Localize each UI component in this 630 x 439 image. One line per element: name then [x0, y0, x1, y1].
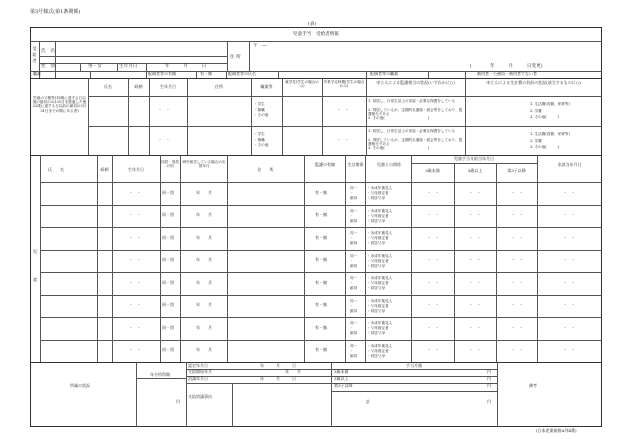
child-custody[interactable]: 有・無 — [315, 212, 327, 218]
child-living[interactable]: ・ — [350, 281, 354, 285]
address-change-date[interactable]: ( 年 月 日変更) — [470, 64, 543, 69]
table-row — [40, 295, 602, 296]
teate-third-yen: 円 — [487, 383, 491, 388]
child-allowance-date[interactable]: ・ ・ — [427, 212, 439, 218]
spouse-options[interactable]: 有・無 — [200, 71, 212, 76]
teate-third: 第3子以降 — [334, 383, 353, 388]
child-custody[interactable]: 有・無 — [315, 324, 327, 330]
child-living[interactable]: ・ — [350, 191, 354, 195]
oc-support-option[interactable]: 2. 学費 — [530, 138, 542, 143]
child-allowance-date[interactable]: ・ ・ — [511, 189, 523, 195]
child-abroad[interactable]: 年 月 — [196, 189, 212, 195]
oc-occupation-option[interactable]: ・その他 — [254, 113, 269, 117]
page-marker: (表) — [308, 22, 317, 27]
child-relation[interactable]: ・未成年後見人 — [367, 321, 393, 325]
occupation-label: 職業 — [33, 71, 41, 76]
child-allowance-date[interactable]: ・ ・ — [469, 279, 481, 285]
child-living[interactable]: 同一 — [350, 208, 358, 213]
teate-under3: 3歳未満 — [334, 369, 349, 374]
ch-header-custody: 監護の有無 — [315, 162, 335, 167]
ch-header-not-paid: 非該当年月日 — [557, 162, 582, 167]
address-label: 住 所 — [230, 55, 241, 60]
child-allowance-date[interactable]: ・ ・ — [469, 189, 481, 195]
ch-header-cohabit: 同居・別居の別 — [161, 160, 179, 169]
child-cohabit[interactable]: 同・別 — [162, 279, 174, 285]
child-allowance-date[interactable]: ・ ・ — [469, 257, 481, 263]
child-allowance-date[interactable]: ・ ・ — [427, 189, 439, 195]
table-row — [40, 205, 602, 206]
child-living[interactable]: 維持 — [350, 196, 358, 200]
child-allowance-date[interactable]: ・ ・ — [563, 347, 575, 353]
oc-birth-dots[interactable]: ・ ・ — [158, 137, 170, 142]
child-relation[interactable]: ・同居父母 — [367, 241, 385, 245]
child-custody[interactable]: 有・無 — [315, 189, 327, 195]
child-living[interactable]: 維持 — [350, 286, 358, 290]
child-allowance-date[interactable]: ・ ・ — [563, 189, 575, 195]
child-relation[interactable]: ・未成年後見人 — [367, 208, 393, 213]
oc-header-address: 住所 — [215, 84, 223, 89]
child-allowance-date[interactable]: ・ ・ — [511, 279, 523, 285]
child-allowance-date[interactable]: ・ ・ — [469, 234, 481, 240]
child-allowance-date[interactable]: ・ ・ — [427, 302, 439, 308]
child-cohabit[interactable]: 同・別 — [162, 324, 174, 330]
child-living[interactable]: 同一 — [350, 298, 358, 303]
child-birth-dots[interactable]: ・ ・ — [129, 189, 141, 195]
teishi-label: 支給消滅事由 — [188, 394, 212, 399]
table-row — [40, 250, 602, 251]
child-allowance-date[interactable]: ・ ・ — [563, 257, 575, 263]
oc-occupation-option[interactable]: ・その他 — [254, 143, 269, 147]
child-abroad[interactable]: 年 月 — [196, 302, 212, 308]
child-custody[interactable]: 有・無 — [315, 302, 327, 308]
teate-under3-yen: 円 — [487, 369, 491, 374]
child-living[interactable]: 同一 — [350, 321, 358, 325]
ch-header-relation: 続柄 — [100, 167, 109, 172]
child-relation[interactable]: ・未成年後見人 — [367, 231, 393, 235]
birth-label: 生年月日 — [119, 64, 138, 69]
employment-note[interactable]: 被用者・公務員・被用者でない者 — [477, 71, 537, 76]
child-birth-dots[interactable]: ・ ・ — [129, 347, 141, 353]
child-living[interactable]: 同一 — [350, 231, 358, 235]
child-allowance-date[interactable]: ・ ・ — [469, 347, 481, 353]
oc-header-custody: 申立人による監護相当の状況(いずれかに○) — [376, 80, 455, 85]
older-child-side-label: 児童の父親等(18歳に達する日以後の最初の3月31日を経過した後22歳に達する日以前の最初の3月31日までの間にある者) — [32, 96, 87, 113]
child-living[interactable]: 維持 — [350, 331, 358, 335]
child-allowance-date[interactable]: ・ ・ — [511, 347, 523, 353]
child-relation[interactable]: ・父母指定者 — [367, 303, 389, 308]
gender-options[interactable]: 男・女 — [88, 64, 102, 69]
ch-header-under3: 3歳未満 — [425, 168, 440, 173]
nenbun-label: 年分所得額 — [150, 372, 170, 377]
child-allowance-date[interactable]: ・ ・ — [511, 212, 523, 218]
children-side-label: 児童 — [33, 249, 37, 282]
oc-support-option[interactable]: 2. 学費 — [530, 108, 542, 113]
child-allowance-date[interactable]: ・ ・ — [427, 279, 439, 285]
oc-custody-option[interactable]: 2. 別居しているが、定期的な連絡・面会等をしており、監護相当である — [368, 137, 463, 146]
child-living[interactable]: 同一 — [350, 276, 358, 280]
child-relation[interactable]: ・未成年後見人 — [367, 253, 393, 258]
oc-header-graduation: 卒業予定時期(学生の場合のみ) — [323, 80, 365, 89]
shoumetsu-date[interactable]: 年 月 日 — [260, 376, 296, 381]
ch-header-birth: 生年月日 — [128, 167, 144, 172]
child-relation[interactable]: ・同居父母 — [367, 331, 385, 335]
oc-header-support: 申立人による生計費の負担の状況(該当するものに○) — [486, 80, 581, 85]
oc-custody-option[interactable]: 1. 同居し、日常生活上の世話・必要な保護をしている — [368, 99, 456, 103]
gender-label: 性 別 — [41, 64, 55, 69]
teate-over3-yen: 円 — [487, 376, 491, 381]
child-relation[interactable]: ・父母指定者 — [367, 281, 389, 285]
child-custody[interactable]: 有・無 — [315, 347, 327, 353]
child-living[interactable]: 維持 — [350, 241, 358, 245]
oc-birth-dots[interactable]: ・ ・ — [158, 107, 170, 112]
child-cohabit[interactable]: 同・別 — [162, 212, 174, 218]
oc-support-option[interactable]: 3. その他( ) — [530, 115, 559, 119]
child-birth-dots[interactable]: ・ ・ — [129, 279, 141, 285]
child-allowance-date[interactable]: ・ ・ — [469, 212, 481, 218]
child-allowance-date[interactable]: ・ ・ — [511, 257, 523, 263]
child-birth-dots[interactable]: ・ ・ — [129, 212, 141, 218]
child-living[interactable]: ・ — [350, 258, 354, 263]
oc-header-school: 就学先(学生の場合のみ) — [285, 80, 319, 89]
child-cohabit[interactable]: 同・別 — [162, 302, 174, 308]
child-cohabit[interactable]: 同・別 — [162, 257, 174, 263]
child-relation[interactable]: ・同居父母 — [367, 196, 385, 200]
child-allowance-date[interactable]: ・ ・ — [563, 212, 575, 218]
child-allowance-date[interactable]: ・ ・ — [511, 234, 523, 240]
oc-graduation-dots[interactable]: ・ ・ — [337, 137, 349, 142]
child-allowance-date[interactable]: ・ ・ — [563, 302, 575, 308]
child-allowance-date[interactable]: ・ ・ — [563, 324, 575, 330]
child-relation[interactable]: ・未成年後見人 — [367, 276, 393, 280]
child-allowance-date[interactable]: ・ ・ — [427, 257, 439, 263]
nintei-label: 認定年月日 — [188, 363, 208, 368]
child-custody[interactable]: 有・無 — [315, 257, 327, 263]
child-allowance-date[interactable]: ・ ・ — [563, 279, 575, 285]
spouse-name-label: 配偶者等の氏名 — [228, 71, 256, 76]
child-allowance-date[interactable]: ・ ・ — [469, 302, 481, 308]
oc-support-option[interactable]: 1. 生活費(食費、家賃等) — [530, 132, 570, 136]
ch-header-third: 第3子以降 — [507, 168, 526, 173]
child-relation[interactable]: ・父母指定者 — [367, 348, 389, 353]
child-birth-dots[interactable]: ・ ・ — [129, 324, 141, 330]
oc-header-relation: 続柄 — [134, 84, 143, 89]
ch-header-abroad: 海外留学している場合の出国年月 — [182, 160, 226, 169]
table-row — [40, 272, 602, 273]
child-relation[interactable]: ・未成年後見人 — [367, 298, 393, 303]
nenbun-yen: 円 — [176, 399, 180, 404]
child-relation[interactable]: ・未成年後見人 — [367, 186, 393, 190]
child-allowance-date[interactable]: ・ ・ — [427, 234, 439, 240]
child-living[interactable]: 同一 — [350, 253, 358, 258]
spouse-label: 配偶者等の有無 — [148, 71, 176, 76]
table-row — [40, 340, 602, 341]
ch-header-address: 住 所 — [257, 167, 274, 172]
teate-over3: 3歳以上 — [334, 376, 349, 381]
child-living[interactable]: ・ — [350, 236, 354, 240]
shoumetsu-label: 消滅年月日 — [188, 376, 208, 381]
child-birth-dots[interactable]: ・ ・ — [129, 234, 141, 240]
child-birth-dots[interactable]: ・ ・ — [129, 257, 141, 263]
child-living[interactable]: 維持 — [350, 308, 358, 313]
child-abroad[interactable]: 年 月 — [196, 212, 212, 218]
teate-total-yen: 円 — [487, 399, 491, 404]
child-relation[interactable]: ・父母指定者 — [367, 258, 389, 263]
child-allowance-date[interactable]: ・ ・ — [469, 324, 481, 330]
kaishi-label: 支給開始年月 — [188, 369, 212, 374]
oc-occupation-option[interactable]: ・学生 — [254, 132, 265, 136]
child-living[interactable]: 維持 — [350, 353, 358, 358]
oc-custody-option[interactable]: 1. 同居し、日常生活上の世話・必要な保護をしている — [368, 129, 456, 133]
child-allowance-date[interactable]: ・ ・ — [427, 324, 439, 330]
oc-support-option[interactable]: 1. 生活費(食費、家賃等) — [530, 102, 570, 106]
birth-date[interactable]: 年 月 日 — [165, 64, 207, 69]
oc-custody-option[interactable]: 3. その他( ) — [368, 146, 430, 150]
child-living[interactable]: 同一 — [350, 186, 358, 190]
child-allowance-date[interactable]: ・ ・ — [511, 324, 523, 330]
child-relation[interactable]: ・父母指定者 — [367, 236, 389, 240]
child-custody[interactable]: 有・無 — [315, 279, 327, 285]
child-living[interactable]: 維持 — [350, 263, 358, 268]
ch-header-name: 氏 名 — [48, 167, 64, 172]
ch-header-over3: 3歳以上 — [467, 168, 483, 173]
child-relation[interactable]: ・同居父母 — [367, 353, 385, 358]
teate-title: 手当月額 — [406, 363, 422, 368]
child-relation[interactable]: ・父母指定者 — [367, 191, 389, 195]
nintei-date[interactable]: 年 月 日 — [260, 363, 296, 368]
oc-occupation-option[interactable]: ・無職 — [254, 107, 265, 112]
postal-mark: 〒 ― — [253, 44, 267, 49]
child-living[interactable]: 維持 — [350, 218, 358, 223]
shozoku-label: 所属の状況 — [70, 383, 90, 388]
child-relation[interactable]: ・父母指定者 — [367, 326, 389, 330]
child-relation[interactable]: ・同居父母 — [367, 218, 385, 223]
ch-header-relation-to-child: 児童との関係 — [377, 162, 401, 167]
child-abroad[interactable]: 年 月 — [196, 347, 212, 353]
table-row — [40, 227, 602, 228]
child-cohabit[interactable]: 同・別 — [162, 347, 174, 353]
name-label: 氏 名 — [41, 49, 55, 54]
child-living[interactable]: ・ — [350, 213, 354, 218]
child-custody[interactable]: 有・無 — [315, 234, 327, 240]
oc-occupation-option[interactable]: ・無職 — [254, 137, 265, 142]
child-relation[interactable]: ・未成年後見人 — [367, 343, 393, 348]
ch-header-living: 生計関係 — [347, 162, 364, 167]
child-abroad[interactable]: 年 月 — [196, 324, 212, 330]
teate-total-label: 計 — [366, 399, 370, 404]
spouse-job-label: 配偶者等の職業 — [370, 71, 398, 76]
oc-header-birth: 生年月日 — [160, 84, 176, 89]
oc-graduation-dots[interactable]: ・ ・ — [337, 107, 349, 112]
child-living[interactable]: ・ — [350, 348, 354, 353]
child-abroad[interactable]: 年 月 — [196, 234, 212, 240]
kaishi-date[interactable]: 年 月 — [285, 369, 301, 374]
child-abroad[interactable]: 年 月 — [196, 257, 212, 263]
child-allowance-date[interactable]: ・ ・ — [511, 302, 523, 308]
form-id: 第3号様式(第1条関係) — [30, 9, 81, 15]
recipient-side-label: 受給者 — [32, 46, 37, 63]
child-relation[interactable]: ・同居父母 — [367, 308, 385, 313]
ch-header-allowance: 児童手当支給当年月日 — [454, 156, 494, 161]
child-relation[interactable]: ・同居父母 — [367, 263, 385, 268]
child-relation[interactable]: ・同居父母 — [367, 286, 385, 290]
form-title: 児童手当 受給者情報 — [293, 32, 339, 37]
child-cohabit[interactable]: 同・別 — [162, 234, 174, 240]
child-living[interactable]: 同一 — [350, 343, 358, 348]
child-relation[interactable]: ・父母指定者 — [367, 213, 389, 218]
child-allowance-date[interactable]: ・ ・ — [563, 234, 575, 240]
oc-header-occupation: 職業等 — [260, 84, 273, 89]
child-cohabit[interactable]: 同・別 — [162, 189, 174, 195]
child-living[interactable]: ・ — [350, 326, 354, 330]
footer-note: (日本産業規格A列4番) — [536, 428, 577, 433]
oc-occupation-option[interactable]: ・学生 — [254, 102, 265, 106]
oc-header-name: 氏名 — [104, 84, 112, 89]
oc-custody-option[interactable]: 2. 別居しているが、定期的な連絡・面会等をしており、監護相当である — [368, 107, 463, 116]
child-living[interactable]: ・ — [350, 303, 354, 308]
child-abroad[interactable]: 年 月 — [196, 279, 212, 285]
oc-custody-option[interactable]: 3. その他( ) — [368, 116, 430, 120]
oc-support-option[interactable]: 3. その他( ) — [530, 145, 559, 149]
child-birth-dots[interactable]: ・ ・ — [129, 302, 141, 308]
child-allowance-date[interactable]: ・ ・ — [427, 347, 439, 353]
table-row — [40, 317, 602, 318]
bikou-label: 備考 — [529, 383, 537, 388]
